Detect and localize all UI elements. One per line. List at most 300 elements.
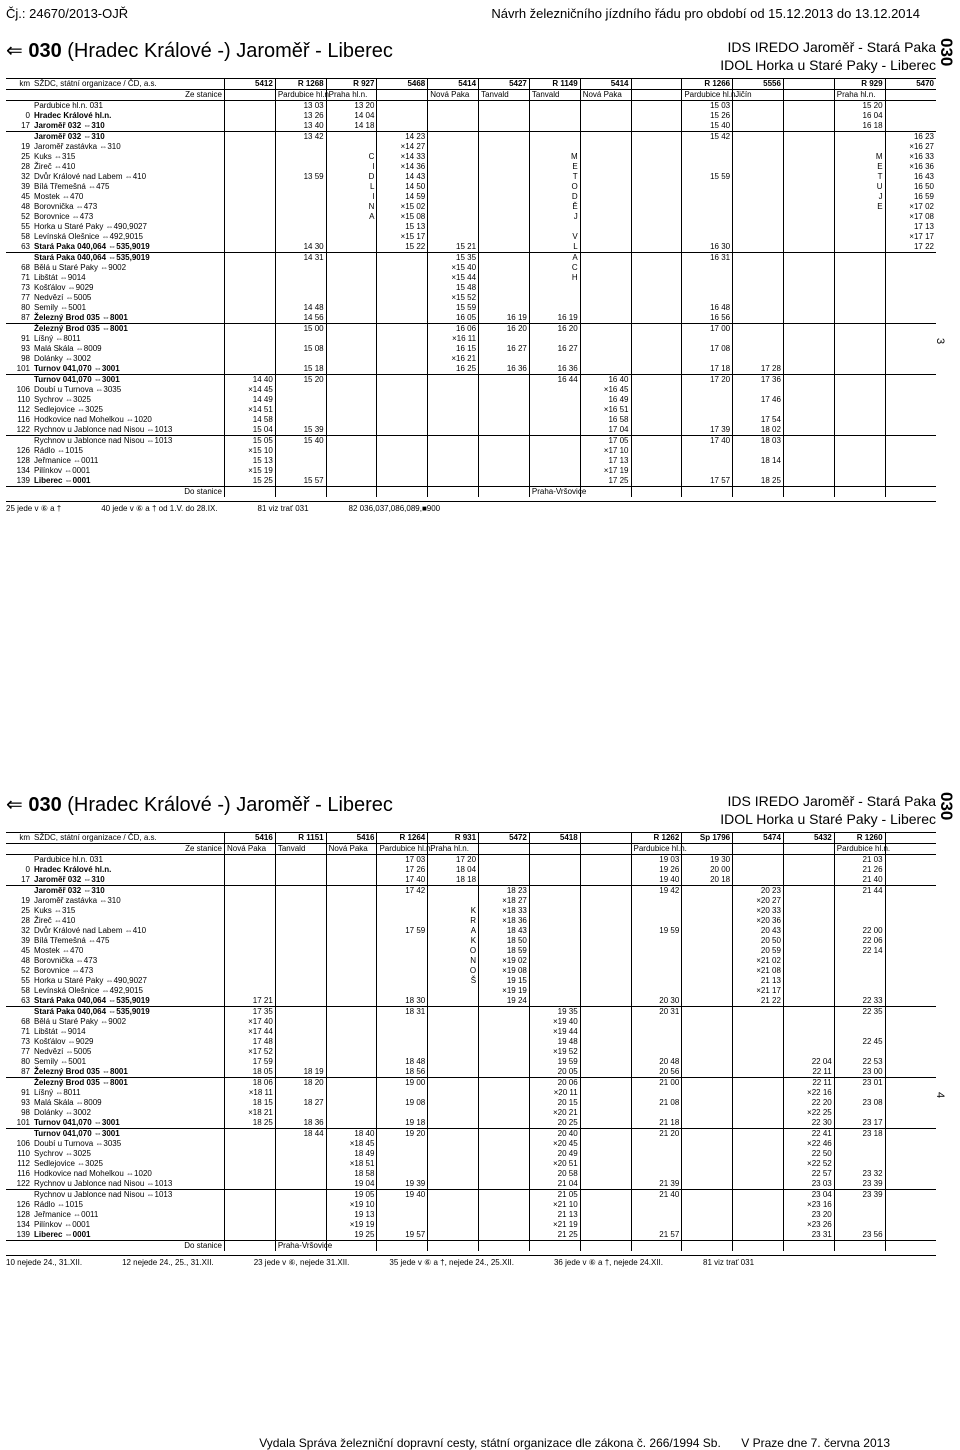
time-cell <box>326 253 377 264</box>
station-row <box>6 906 936 916</box>
time-cell <box>377 283 428 293</box>
timetable-title: ⇐ 030 (Hradec Králové -) Jaroměř - Liberec <box>6 794 393 816</box>
time-cell <box>275 446 326 456</box>
time-cell <box>682 1037 733 1047</box>
footnote: 81 viz trať 031 <box>257 504 309 513</box>
time-cell <box>631 425 682 436</box>
time-cell <box>529 405 580 415</box>
time-cell <box>479 1169 530 1179</box>
time-cell <box>631 1017 682 1027</box>
time-cell <box>326 1057 377 1067</box>
time-cell: 16 56 <box>682 313 733 324</box>
time-cell <box>479 222 530 232</box>
km-value: 134 <box>16 466 30 475</box>
time-cell <box>885 263 936 273</box>
km-header: km <box>6 79 32 90</box>
time-cell <box>225 986 276 996</box>
time-cell <box>580 1118 631 1129</box>
time-cell: ×21 17 <box>733 986 784 996</box>
time-cell <box>885 354 936 364</box>
station-name: Levínská Olešnice ⇔492,9015 <box>34 232 143 241</box>
time-cell: 15 59 <box>682 172 733 182</box>
time-cell <box>783 926 834 936</box>
time-cell: 16 18 <box>834 121 885 132</box>
time-cell <box>631 966 682 976</box>
time-cell <box>834 142 885 152</box>
time-cell: T <box>529 172 580 182</box>
destination-station <box>783 487 834 498</box>
time-cell: ×18 45 <box>326 1139 377 1149</box>
time-cell <box>885 425 936 436</box>
time-cell: 14 23 <box>377 132 428 143</box>
train-number: 5470 <box>885 79 936 90</box>
station-name: Borovnička ⇔473 <box>34 202 98 211</box>
time-cell <box>428 1190 479 1201</box>
time-cell <box>783 976 834 986</box>
document-title: Návrh železničního jízdního řádu pro období od 15.12.2013 do 13.12.2014 <box>491 6 920 21</box>
km-value: 68 <box>21 263 30 272</box>
time-cell: E <box>834 162 885 172</box>
destination-station: Praha-Vršovice <box>275 1241 326 1252</box>
station-row <box>6 1088 936 1098</box>
time-cell <box>783 283 834 293</box>
time-cell <box>631 232 682 242</box>
time-cell <box>682 1169 733 1179</box>
station-row <box>6 273 936 283</box>
time-cell: 16 43 <box>885 172 936 182</box>
time-cell <box>225 263 276 273</box>
km-value: 63 <box>21 996 30 1005</box>
time-cell <box>275 162 326 172</box>
reference-number: Čj.: 24670/2013-OJŘ <box>6 6 129 21</box>
time-cell <box>631 273 682 283</box>
time-cell <box>377 906 428 916</box>
time-cell <box>275 1017 326 1027</box>
time-cell: D <box>529 192 580 202</box>
time-cell: 16 20 <box>479 324 530 335</box>
km-value <box>6 855 32 866</box>
station-name: Dvůr Králové nad Labem ⇔410 <box>34 172 147 181</box>
km-value: 122 <box>16 1179 30 1188</box>
time-cell <box>479 1210 530 1220</box>
time-cell <box>885 1230 936 1241</box>
time-cell: 18 19 <box>275 1067 326 1078</box>
line-number: 030 <box>28 794 62 816</box>
time-cell <box>733 1007 784 1018</box>
time-cell <box>733 182 784 192</box>
time-cell <box>326 142 377 152</box>
time-cell <box>326 232 377 242</box>
time-cell: ×15 52 <box>428 293 479 303</box>
time-cell: ×17 08 <box>885 212 936 222</box>
km-value: 116 <box>17 415 30 424</box>
time-cell <box>580 1057 631 1067</box>
time-cell <box>377 956 428 966</box>
station-row <box>6 966 936 976</box>
time-cell <box>834 976 885 986</box>
time-cell <box>885 364 936 375</box>
time-cell <box>783 192 834 202</box>
time-cell <box>377 916 428 926</box>
time-cell <box>428 1118 479 1129</box>
time-cell <box>631 1088 682 1098</box>
time-cell: 19 59 <box>631 926 682 936</box>
time-cell: 15 35 <box>428 253 479 264</box>
time-cell: ×14 51 <box>225 405 276 415</box>
time-cell <box>225 242 276 253</box>
time-cell <box>377 1017 428 1027</box>
train-number: 5427 <box>479 79 530 90</box>
time-cell <box>377 1027 428 1037</box>
time-cell <box>682 466 733 476</box>
time-cell <box>326 996 377 1007</box>
time-cell <box>631 1047 682 1057</box>
station-name: Železný Brod 035 ⇔8001 <box>32 324 225 335</box>
time-cell <box>783 344 834 354</box>
time-cell: ×17 44 <box>225 1027 276 1037</box>
time-cell <box>885 855 936 866</box>
station-name: Železný Brod 035 ⇔8001 <box>32 1078 225 1089</box>
title-row <box>6 38 936 78</box>
time-cell <box>377 364 428 375</box>
station-row <box>6 253 936 264</box>
time-cell: 15 20 <box>275 375 326 386</box>
time-cell <box>885 303 936 313</box>
time-cell <box>885 1129 936 1140</box>
time-cell <box>428 1057 479 1067</box>
time-cell <box>885 446 936 456</box>
time-cell: 16 19 <box>479 313 530 324</box>
station-name: Libštát ⇔9014 <box>34 1027 86 1036</box>
time-cell: 22 53 <box>834 1057 885 1067</box>
time-cell <box>631 121 682 132</box>
time-cell <box>783 875 834 886</box>
train-number: R 1260 <box>834 833 885 844</box>
time-cell: 16 48 <box>682 303 733 313</box>
time-cell: 15 40 <box>682 121 733 132</box>
time-cell <box>580 1210 631 1220</box>
station-name: Turnov 041,070 ⇔3001 <box>34 1118 120 1127</box>
time-cell <box>479 425 530 436</box>
station-name: Liberec ⇔0001 <box>34 476 91 485</box>
time-cell <box>783 202 834 212</box>
time-cell: 16 44 <box>529 375 580 386</box>
time-cell <box>885 1159 936 1169</box>
time-cell <box>275 466 326 476</box>
time-cell <box>428 456 479 466</box>
time-cell <box>275 886 326 897</box>
time-cell <box>885 1118 936 1129</box>
destination-station <box>783 1241 834 1252</box>
time-cell <box>479 436 530 447</box>
time-cell <box>377 273 428 283</box>
time-cell <box>479 1149 530 1159</box>
time-cell <box>834 456 885 466</box>
time-cell: O <box>428 946 479 956</box>
station-row <box>6 385 936 395</box>
time-cell <box>479 385 530 395</box>
time-cell <box>631 936 682 946</box>
time-cell: 22 06 <box>834 936 885 946</box>
time-cell <box>225 273 276 283</box>
time-cell <box>529 446 580 456</box>
footnote: 23 jede v ⑥, nejede 31.XII. <box>253 1258 350 1267</box>
time-cell <box>733 313 784 324</box>
time-cell <box>580 324 631 335</box>
time-cell <box>529 896 580 906</box>
time-cell <box>377 375 428 386</box>
station-row <box>6 1098 936 1108</box>
time-cell <box>631 1200 682 1210</box>
time-cell <box>225 293 276 303</box>
time-cell: 19 00 <box>377 1078 428 1089</box>
time-cell: 16 30 <box>682 242 733 253</box>
time-cell <box>275 1057 326 1067</box>
time-cell <box>580 121 631 132</box>
train-number: R 1264 <box>377 833 428 844</box>
time-cell <box>885 926 936 936</box>
footnotes <box>6 501 936 513</box>
time-cell <box>529 132 580 143</box>
time-cell <box>326 334 377 344</box>
time-cell <box>225 142 276 152</box>
time-cell <box>479 263 530 273</box>
time-cell: 19 35 <box>529 1007 580 1018</box>
station-row <box>6 1007 936 1018</box>
time-cell <box>428 172 479 182</box>
time-cell: 18 25 <box>225 1118 276 1129</box>
km-value <box>6 1007 32 1018</box>
time-cell <box>682 1047 733 1057</box>
destination-station <box>580 487 631 498</box>
time-cell <box>682 1017 733 1027</box>
time-cell <box>377 456 428 466</box>
time-cell <box>377 385 428 395</box>
time-cell: 23 39 <box>834 1190 885 1201</box>
time-cell <box>529 121 580 132</box>
time-cell: 20 23 <box>733 886 784 897</box>
time-cell: ×22 46 <box>783 1139 834 1149</box>
time-cell <box>326 1047 377 1057</box>
time-cell <box>326 344 377 354</box>
time-cell <box>733 121 784 132</box>
time-cell: ×17 19 <box>580 466 631 476</box>
km-value: 101 <box>16 1118 30 1127</box>
time-cell: ×17 17 <box>885 232 936 242</box>
time-cell <box>275 192 326 202</box>
time-cell <box>631 1037 682 1047</box>
time-cell: ×17 40 <box>225 1017 276 1027</box>
footnote: 40 jede v ⑥ a † od 1.V. do 28.IX. <box>101 504 218 513</box>
time-cell <box>631 344 682 354</box>
time-cell <box>885 1037 936 1047</box>
km-value: 112 <box>17 405 30 414</box>
time-cell: 16 05 <box>428 313 479 324</box>
time-cell <box>529 966 580 976</box>
km-cell <box>6 1241 32 1252</box>
time-cell: 22 20 <box>783 1098 834 1108</box>
time-cell: 15 57 <box>275 476 326 487</box>
train-number <box>580 833 631 844</box>
time-cell <box>885 395 936 405</box>
time-cell: ×19 40 <box>529 1017 580 1027</box>
time-cell <box>275 1037 326 1047</box>
time-cell <box>428 162 479 172</box>
time-cell <box>733 253 784 264</box>
station-name: Semily ⇔5001 <box>34 303 87 312</box>
station-row <box>6 172 936 182</box>
origin-station <box>783 90 834 101</box>
time-cell: 21 00 <box>631 1078 682 1089</box>
time-cell <box>834 242 885 253</box>
time-cell <box>428 1067 479 1078</box>
time-cell <box>326 936 377 946</box>
time-cell <box>580 956 631 966</box>
station-name: Jaroměř zastávka ⇔310 <box>34 142 121 151</box>
time-cell <box>682 1098 733 1108</box>
time-cell: 17 57 <box>682 476 733 487</box>
time-cell <box>733 1118 784 1129</box>
time-cell <box>580 946 631 956</box>
time-cell: V <box>529 232 580 242</box>
time-cell <box>225 111 276 121</box>
time-cell: 18 49 <box>326 1149 377 1159</box>
destination-station <box>275 487 326 498</box>
time-cell: 22 41 <box>783 1129 834 1140</box>
station-row <box>6 1200 936 1210</box>
time-cell: 22 00 <box>834 926 885 936</box>
km-value: 52 <box>21 212 30 221</box>
destination-label: Do stanice <box>32 487 225 498</box>
time-cell: 15 48 <box>428 283 479 293</box>
time-cell <box>326 855 377 866</box>
time-cell <box>885 476 936 487</box>
time-cell <box>479 172 530 182</box>
operator-header: SŽDC, státní organizace / ČD, a.s. <box>32 833 225 844</box>
time-cell: 17 08 <box>682 344 733 354</box>
time-cell <box>580 111 631 121</box>
station-name: Jaroměř 032 ⇔310 <box>34 121 105 130</box>
station-name: Rychnov u Jablonce nad Nisou ⇔1013 <box>32 1190 225 1201</box>
train-number: 5416 <box>326 833 377 844</box>
time-cell <box>377 425 428 436</box>
train-number: 5468 <box>377 79 428 90</box>
time-cell: 17 59 <box>377 926 428 936</box>
time-cell <box>885 1007 936 1018</box>
km-value: 63 <box>21 242 30 251</box>
time-cell <box>428 1017 479 1027</box>
time-cell <box>428 1169 479 1179</box>
time-cell <box>529 415 580 425</box>
time-cell <box>783 865 834 875</box>
station-row <box>6 916 936 926</box>
time-cell <box>783 273 834 283</box>
time-cell <box>275 916 326 926</box>
time-cell: ×14 45 <box>225 385 276 395</box>
time-cell <box>529 466 580 476</box>
timetable-title: ⇐ 030 (Hradec Králové -) Jaroměř - Liberec <box>6 40 393 62</box>
time-cell: 17 36 <box>733 375 784 386</box>
time-cell: ×17 10 <box>580 446 631 456</box>
time-cell: 18 06 <box>225 1078 276 1089</box>
time-cell: 18 15 <box>225 1098 276 1108</box>
km-value: 25 <box>21 906 30 915</box>
time-cell <box>834 344 885 354</box>
footnote: 12 nejede 24., 25., 31.XII. <box>122 1258 214 1267</box>
time-cell: 23 01 <box>834 1078 885 1089</box>
operator-header: SŽDC, státní organizace / ČD, a.s. <box>32 79 225 90</box>
time-cell <box>631 1210 682 1220</box>
time-cell <box>529 436 580 447</box>
time-cell <box>885 1098 936 1108</box>
km-value: 45 <box>21 192 30 201</box>
time-cell: ×19 52 <box>529 1047 580 1057</box>
time-cell <box>631 1149 682 1159</box>
time-cell: 18 31 <box>377 1007 428 1018</box>
time-cell: ×15 02 <box>377 202 428 212</box>
time-cell <box>580 1078 631 1089</box>
time-cell <box>225 896 276 906</box>
km-value: 116 <box>17 1169 30 1178</box>
time-cell <box>377 253 428 264</box>
station-name: Jaroměř 032 ⇔310 <box>34 875 105 884</box>
time-cell: ×16 51 <box>580 405 631 415</box>
time-cell: 15 20 <box>834 101 885 112</box>
time-cell: 16 04 <box>834 111 885 121</box>
time-cell <box>783 263 834 273</box>
time-cell <box>479 405 530 415</box>
time-cell: 16 23 <box>885 132 936 143</box>
time-cell: 19 08 <box>377 1098 428 1108</box>
time-cell: 15 04 <box>225 425 276 436</box>
km-value: 19 <box>21 142 30 151</box>
time-cell <box>428 886 479 897</box>
time-cell <box>275 926 326 936</box>
station-row <box>6 283 936 293</box>
time-cell <box>733 1037 784 1047</box>
station-row <box>6 1210 936 1220</box>
station-name: Borovnice ⇔473 <box>34 966 94 975</box>
time-cell <box>783 242 834 253</box>
time-cell <box>225 1139 276 1149</box>
time-cell <box>885 121 936 132</box>
time-cell <box>275 1027 326 1037</box>
time-cell: 17 42 <box>377 886 428 897</box>
time-cell <box>682 1129 733 1140</box>
station-row <box>6 1078 936 1089</box>
time-cell <box>733 1057 784 1067</box>
time-cell <box>377 976 428 986</box>
time-cell <box>885 283 936 293</box>
time-cell <box>428 476 479 487</box>
time-cell <box>529 456 580 466</box>
station-name: Líšný ⇔8011 <box>34 1088 81 1097</box>
time-cell <box>682 293 733 303</box>
time-cell <box>885 344 936 354</box>
time-cell: 21 05 <box>529 1190 580 1201</box>
time-cell <box>377 986 428 996</box>
destination-station <box>377 1241 428 1252</box>
time-cell <box>275 1179 326 1190</box>
time-cell: Ě <box>529 202 580 212</box>
time-cell <box>275 142 326 152</box>
time-cell <box>834 1139 885 1149</box>
time-cell: E <box>834 202 885 212</box>
time-cell <box>529 926 580 936</box>
km-value: 93 <box>21 344 30 353</box>
time-cell <box>631 212 682 222</box>
time-cell: D <box>326 172 377 182</box>
